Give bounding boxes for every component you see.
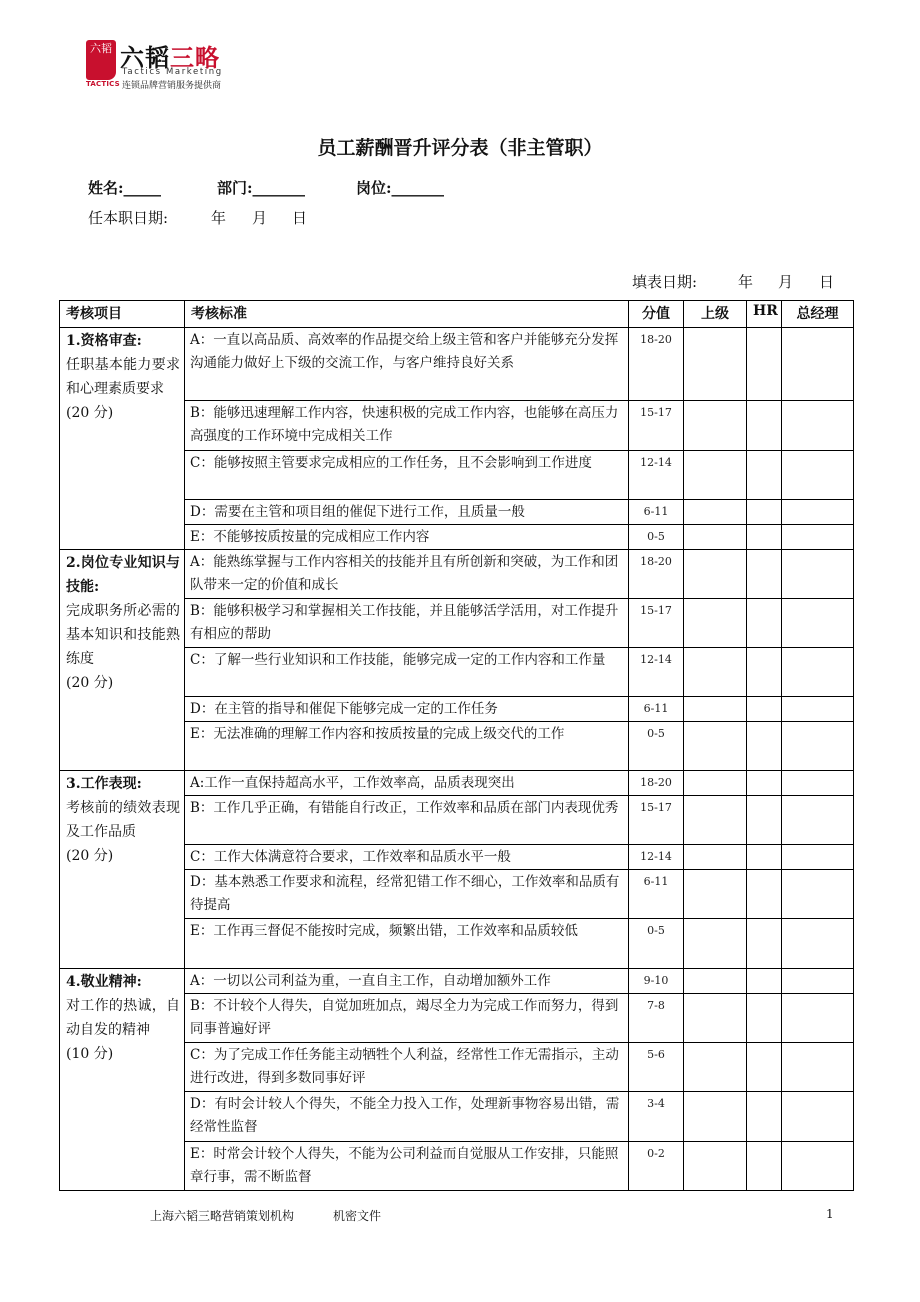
table-row: [60, 969, 854, 994]
hr-score-cell[interactable]: [747, 994, 782, 1043]
gm-score-cell[interactable]: [782, 599, 854, 648]
score-range: 15-17: [629, 796, 684, 845]
hr-score-cell[interactable]: [747, 328, 782, 401]
fill-date-month: 月: [778, 273, 794, 291]
gm-score-cell[interactable]: [782, 919, 854, 969]
logo-seal-tag: TACTICS: [86, 80, 120, 88]
start-date-label: 任本职日期:: [88, 209, 169, 227]
score-range: 0-5: [629, 525, 684, 550]
score-range: 12-14: [629, 845, 684, 870]
section-2-points: (20 分): [66, 675, 114, 691]
logo-brand-red: 三略: [170, 44, 220, 72]
score-range: 6-11: [629, 870, 684, 919]
gm-score-cell[interactable]: [782, 722, 854, 771]
section-4-points: (10 分): [66, 1046, 114, 1062]
start-date-day: 日: [292, 209, 308, 227]
section-3-title: 3.工作表现:: [66, 776, 142, 792]
superior-score-cell[interactable]: [684, 1092, 747, 1142]
post-field: 岗位:_______: [356, 179, 445, 197]
section-3-points: (20 分): [66, 848, 114, 864]
superior-score-cell[interactable]: [684, 328, 747, 401]
section-4-title: 4.敬业精神:: [66, 974, 142, 990]
score-range: 12-14: [629, 451, 684, 500]
gm-score-cell[interactable]: [782, 845, 854, 870]
superior-score-cell[interactable]: [684, 722, 747, 771]
section-3-item: [60, 771, 185, 969]
superior-score-cell[interactable]: [684, 845, 747, 870]
gm-score-cell[interactable]: [782, 969, 854, 994]
criteria-cell: A：一直以高品质、高效率的作品提交给上级主管和客户并能够充分发挥沟通能力做好上下级的交流工作，与客户维持良好关系: [185, 328, 629, 401]
section-3-desc: 考核前的绩效表现及工作品质: [66, 800, 180, 840]
gm-score-cell[interactable]: [782, 525, 854, 550]
superior-score-cell[interactable]: [684, 697, 747, 722]
hr-score-cell[interactable]: [747, 550, 782, 599]
hr-score-cell[interactable]: [747, 500, 782, 525]
criteria-cell: C：能够按照主管要求完成相应的工作任务，且不会影响到工作进度: [185, 451, 629, 500]
criteria-cell: E：无法准确的理解工作内容和按质按量的完成上级交代的工作: [185, 722, 629, 771]
gm-score-cell[interactable]: [782, 994, 854, 1043]
gm-score-cell[interactable]: [782, 328, 854, 401]
section-1-item: [60, 328, 185, 550]
score-range: 6-11: [629, 500, 684, 525]
logo-brand-black: 六韬: [120, 44, 170, 72]
table-row: [60, 550, 854, 599]
header-item: 考核项目: [60, 301, 185, 328]
header-gm: 总经理: [782, 301, 854, 328]
section-2-desc: 完成职务所必需的基本知识和技能熟练度: [66, 603, 180, 667]
superior-score-cell[interactable]: [684, 994, 747, 1043]
superior-score-cell[interactable]: [684, 451, 747, 500]
header-hr: HR: [747, 301, 782, 328]
criteria-cell: E：时常会计较个人得失，不能为公司利益而自觉服从工作安排，只能照章行事，需不断监督: [185, 1142, 629, 1191]
gm-score-cell[interactable]: [782, 401, 854, 451]
criteria-cell: C：工作大体满意符合要求，工作效率和品质水平一般: [185, 845, 629, 870]
score-range: 0-5: [629, 722, 684, 771]
hr-score-cell[interactable]: [747, 796, 782, 845]
header-score: 分值: [629, 301, 684, 328]
criteria-cell: B：不计较个人得失，自觉加班加点，竭尽全力为完成工作而努力，得到同事普遍好评: [185, 994, 629, 1043]
superior-score-cell[interactable]: [684, 648, 747, 697]
superior-score-cell[interactable]: [684, 500, 747, 525]
section-4-desc: 对工作的热诚，自动自发的精神: [66, 998, 180, 1038]
superior-score-cell[interactable]: [684, 599, 747, 648]
superior-score-cell[interactable]: [684, 401, 747, 451]
score-range: 5-6: [629, 1043, 684, 1092]
gm-score-cell[interactable]: [782, 697, 854, 722]
hr-score-cell[interactable]: [747, 525, 782, 550]
superior-score-cell[interactable]: [684, 870, 747, 919]
gm-score-cell[interactable]: [782, 1092, 854, 1142]
hr-score-cell[interactable]: [747, 451, 782, 500]
section-1-points: (20 分): [66, 405, 114, 421]
criteria-cell: C：为了完成工作任务能主动牺牲个人利益，经常性工作无需指示，主动进行改进，得到多数同事好评: [185, 1043, 629, 1092]
criteria-cell: A：一切以公司利益为重，一直自主工作，自动增加额外工作: [185, 969, 629, 994]
score-range: 9-10: [629, 969, 684, 994]
logo-subtitle: 连锁品牌营销服务提供商: [122, 81, 222, 91]
section-4-item: [60, 969, 185, 1191]
hr-score-cell[interactable]: [747, 1043, 782, 1092]
company-logo: [86, 40, 256, 92]
criteria-cell: B：能够迅速理解工作内容，快速积极的完成工作内容，也能够在高压力高强度的工作环境中完成相关工作: [185, 401, 629, 451]
gm-score-cell[interactable]: [782, 451, 854, 500]
hr-score-cell[interactable]: [747, 870, 782, 919]
score-range: 18-20: [629, 328, 684, 401]
gm-score-cell[interactable]: [782, 796, 854, 845]
criteria-cell: D：需要在主管和项目组的催促下进行工作，且质量一般: [185, 500, 629, 525]
criteria-cell: D：有时会计较人个得失，不能全力投入工作，处理新事物容易出错，需经常性监督: [185, 1092, 629, 1142]
superior-score-cell[interactable]: [684, 969, 747, 994]
hr-score-cell[interactable]: [747, 1142, 782, 1191]
superior-score-cell[interactable]: [684, 771, 747, 796]
fill-date-year: 年: [738, 273, 754, 291]
fill-date-label: 填表日期:: [632, 273, 698, 291]
score-range: 12-14: [629, 648, 684, 697]
criteria-cell: B：能够积极学习和掌握相关工作技能，并且能够活学活用，对工作提升有相应的帮助: [185, 599, 629, 648]
hr-score-cell[interactable]: [747, 771, 782, 796]
score-range: 6-11: [629, 697, 684, 722]
footer-page-number: 1: [826, 1207, 834, 1221]
name-field: 姓名:_____: [88, 179, 162, 197]
hr-score-cell[interactable]: [747, 845, 782, 870]
hr-score-cell[interactable]: [747, 401, 782, 451]
score-range: 3-4: [629, 1092, 684, 1142]
section-1-title: 1.资格审查:: [66, 333, 142, 349]
score-range: 18-20: [629, 550, 684, 599]
gm-score-cell[interactable]: [782, 771, 854, 796]
section-2-title: 2.岗位专业知识与技能:: [66, 555, 180, 595]
criteria-cell: D：基本熟悉工作要求和流程，经常犯错工作不细心，工作效率和品质有待提高: [185, 870, 629, 919]
fill-date-day: 日: [819, 273, 835, 291]
score-range: 15-17: [629, 401, 684, 451]
criteria-cell: A：能熟练掌握与工作内容相关的技能并且有所创新和突破，为工作和团队带来一定的价值和成长: [185, 550, 629, 599]
hr-score-cell[interactable]: [747, 1092, 782, 1142]
score-range: 7-8: [629, 994, 684, 1043]
gm-score-cell[interactable]: [782, 550, 854, 599]
gm-score-cell[interactable]: [782, 1142, 854, 1191]
logo-seal: 六韬: [86, 40, 116, 80]
superior-score-cell[interactable]: [684, 525, 747, 550]
criteria-cell: B：工作几乎正确，有错能自行改正，工作效率和品质在部门内表现优秀: [185, 796, 629, 845]
table-row: [60, 771, 854, 796]
footer-org: 上海六韬三略营销策划机构: [150, 1209, 295, 1223]
start-date-year: 年: [211, 209, 227, 227]
superior-score-cell[interactable]: [684, 1043, 747, 1092]
gm-score-cell[interactable]: [782, 500, 854, 525]
dept-field: 部门:_______: [217, 179, 306, 197]
table-header-row: [60, 301, 854, 328]
criteria-cell: D：在主管的指导和催促下能够完成一定的工作任务: [185, 697, 629, 722]
header-criteria: 考核标准: [185, 301, 629, 328]
hr-score-cell[interactable]: [747, 919, 782, 969]
start-date-month: 月: [252, 209, 268, 227]
score-range: 18-20: [629, 771, 684, 796]
criteria-cell: E：工作再三督促不能按时完成，频繁出错，工作效率和品质较低: [185, 919, 629, 969]
logo-english: Tactics Marketing: [122, 67, 223, 77]
page-title: 员工薪酬晋升评分表（非主管职）: [317, 137, 603, 159]
section-2-item: [60, 550, 185, 771]
criteria-cell: C：了解一些行业知识和工作技能，能够完成一定的工作内容和工作量: [185, 648, 629, 697]
score-range: 0-2: [629, 1142, 684, 1191]
section-1-desc: 任职基本能力要求和心理素质要求: [66, 357, 180, 397]
score-range: 15-17: [629, 599, 684, 648]
footer-confidential: 机密文件: [333, 1209, 382, 1223]
superior-score-cell[interactable]: [684, 919, 747, 969]
superior-score-cell[interactable]: [684, 796, 747, 845]
hr-score-cell[interactable]: [747, 969, 782, 994]
criteria-cell: E：不能够按质按量的完成相应工作内容: [185, 525, 629, 550]
table-row: [60, 328, 854, 401]
gm-score-cell[interactable]: [782, 870, 854, 919]
superior-score-cell[interactable]: [684, 1142, 747, 1191]
gm-score-cell[interactable]: [782, 1043, 854, 1092]
header-superior: 上级: [684, 301, 747, 328]
hr-score-cell[interactable]: [747, 648, 782, 697]
hr-score-cell[interactable]: [747, 697, 782, 722]
evaluation-table: [59, 300, 854, 1191]
hr-score-cell[interactable]: [747, 599, 782, 648]
criteria-cell: A:工作一直保持超高水平，工作效率高，品质表现突出: [185, 771, 629, 796]
gm-score-cell[interactable]: [782, 648, 854, 697]
hr-score-cell[interactable]: [747, 722, 782, 771]
score-range: 0-5: [629, 919, 684, 969]
superior-score-cell[interactable]: [684, 550, 747, 599]
